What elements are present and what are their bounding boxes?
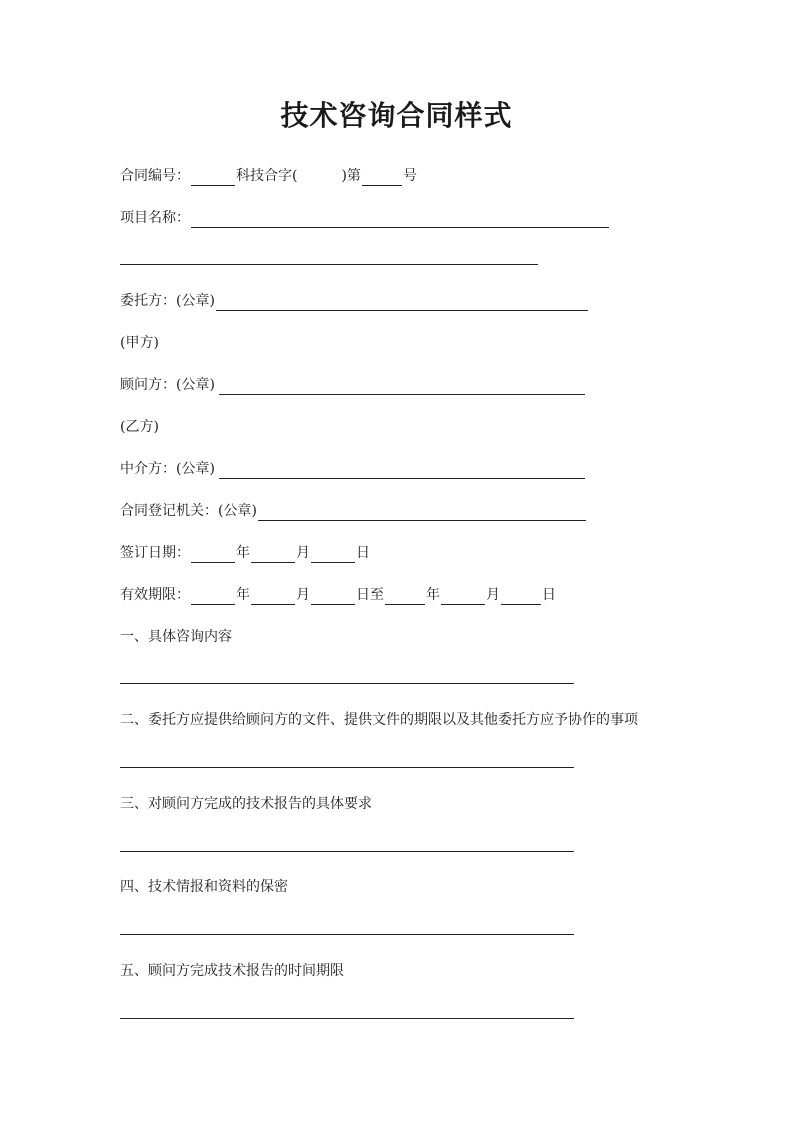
section-5-title: 五、顾问方完成技术报告的时间期限 xyxy=(120,963,344,979)
validity-year-blank[interactable] xyxy=(191,590,235,605)
section-1-title: 一、具体咨询内容 xyxy=(120,629,232,645)
project-name-line xyxy=(120,208,610,228)
project-name-continuation-rule[interactable] xyxy=(120,264,538,265)
section-4-answer-rule[interactable] xyxy=(120,934,574,935)
validity-day-to-text: 日至 xyxy=(356,587,384,603)
client-note-text: (甲方) xyxy=(120,335,159,351)
client-line xyxy=(120,291,589,311)
validity-year2-text: 年 xyxy=(426,587,440,603)
project-name-label: 项目名称： xyxy=(120,210,190,226)
contract-number-end: 号 xyxy=(402,168,417,184)
section-2-title: 二、委托方应提供给顾问方的文件、提供文件的期限以及其他委托方应予协作的事项 xyxy=(120,712,638,728)
section-3-answer-rule[interactable] xyxy=(120,851,574,852)
section-4-title: 四、技术情报和资料的保密 xyxy=(120,879,288,895)
section-heading xyxy=(120,710,638,730)
section-heading xyxy=(120,877,288,897)
signing-day-text: 日 xyxy=(356,545,370,561)
consultant-note-text: (乙方) xyxy=(120,419,159,435)
intermediary-label: 中介方：(公章) xyxy=(120,461,215,477)
consultant-line xyxy=(120,375,586,395)
validity-day-blank[interactable] xyxy=(311,590,355,605)
consultant-note xyxy=(120,417,159,437)
section-5-answer-rule[interactable] xyxy=(120,1018,574,1019)
signing-day-blank[interactable] xyxy=(311,548,355,563)
intermediary-line xyxy=(120,459,586,479)
validity-year-text: 年 xyxy=(236,587,250,603)
section-2-answer-rule[interactable] xyxy=(120,767,574,768)
section-heading xyxy=(120,794,372,814)
project-name-blank[interactable] xyxy=(191,213,609,228)
validity-month-blank[interactable] xyxy=(251,590,295,605)
client-note xyxy=(120,333,159,353)
signing-year-blank[interactable] xyxy=(191,548,235,563)
signing-year-text: 年 xyxy=(236,545,250,561)
contract-number-label: 合同编号： xyxy=(120,168,190,184)
signing-date-label: 签订日期： xyxy=(120,545,190,561)
client-label: 委托方：(公章) xyxy=(120,293,215,309)
signing-month-text: 月 xyxy=(296,545,310,561)
signing-date-line xyxy=(120,543,370,563)
consultant-label: 顾问方：(公章) xyxy=(120,377,215,393)
consultant-blank[interactable] xyxy=(219,380,585,395)
registry-label: 合同登记机关：(公章) xyxy=(120,503,257,519)
validity-day2-blank[interactable] xyxy=(501,590,541,605)
signing-month-blank[interactable] xyxy=(251,548,295,563)
validity-line xyxy=(120,585,556,605)
validity-year2-blank[interactable] xyxy=(385,590,425,605)
section-heading xyxy=(120,627,232,647)
document-title: 技术咨询合同样式 xyxy=(280,99,513,132)
contract-number-line xyxy=(120,166,417,186)
contract-number-blank-1[interactable] xyxy=(191,171,235,186)
validity-label: 有效期限： xyxy=(120,587,190,603)
validity-day2-text: 日 xyxy=(542,587,556,603)
intermediary-blank[interactable] xyxy=(219,464,585,479)
validity-month-text: 月 xyxy=(296,587,310,603)
section-1-answer-rule[interactable] xyxy=(120,683,574,684)
section-heading xyxy=(120,961,344,981)
client-blank[interactable] xyxy=(216,296,588,311)
validity-month2-blank[interactable] xyxy=(441,590,485,605)
contract-number-mid: 科技合字( xyxy=(236,168,298,184)
section-3-title: 三、对顾问方完成的技术报告的具体要求 xyxy=(120,796,372,812)
registry-blank[interactable] xyxy=(258,506,586,521)
registry-line xyxy=(120,501,587,521)
contract-number-blank-2[interactable] xyxy=(362,171,402,186)
validity-month2-text: 月 xyxy=(486,587,500,603)
contract-number-mid2: )第 xyxy=(341,168,361,184)
